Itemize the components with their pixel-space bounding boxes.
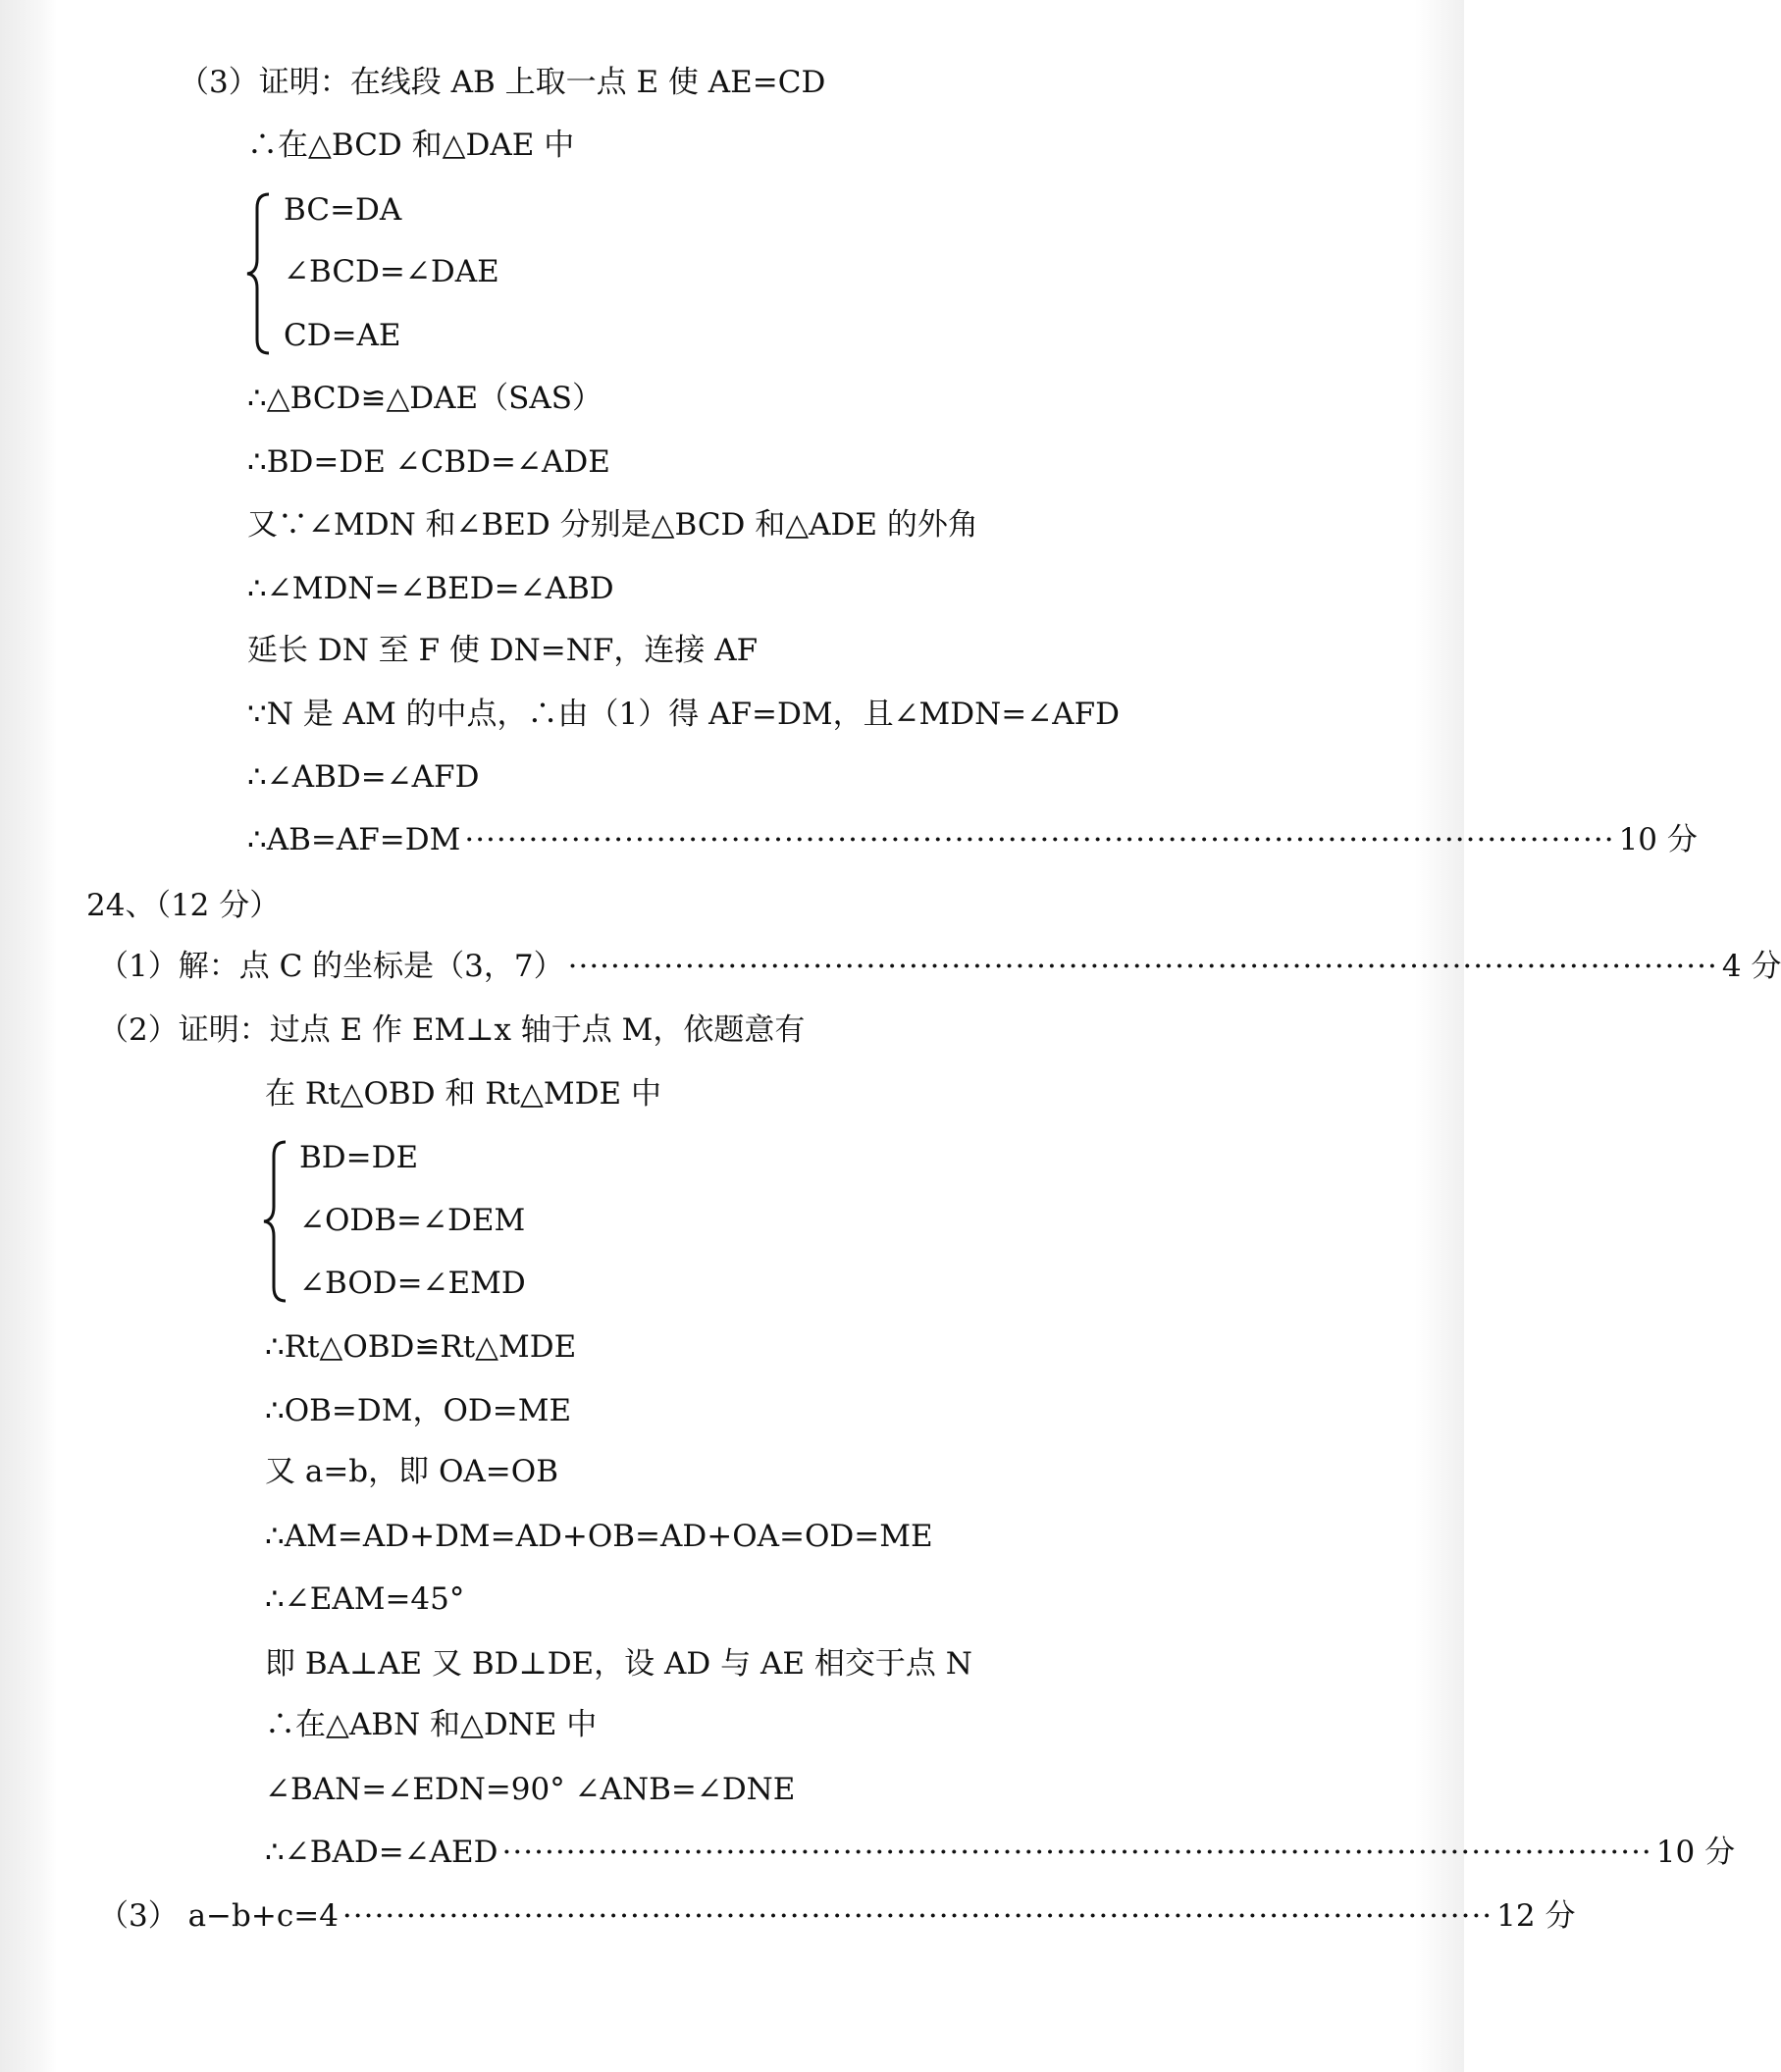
left-brace [243, 190, 273, 357]
q24-part2-heading: （2）证明：过点 E 作 EM⊥x 轴于点 M，依题意有 [98, 1012, 806, 1048]
condition-3: CD=AE [284, 318, 401, 353]
q24-part1 [98, 947, 1781, 986]
q24-part2-line-9: ∠BAN=∠EDN=90° ∠ANB=∠DNE [265, 1772, 796, 1807]
score-mark: 10 分 [1655, 1835, 1736, 1870]
q24-part2-line-8: ∴在△ABN 和△DNE 中 [265, 1707, 598, 1742]
condition-3: ∠BOD=∠EMD [299, 1266, 526, 1301]
score-mark: 4 分 [1721, 949, 1781, 984]
q24-part2-line-6: ∴∠EAM=45° [265, 1581, 465, 1617]
q24-part2-line-10-text: ∴∠BAD=∠AED [265, 1835, 498, 1870]
scan-shadow-right [1415, 0, 1464, 2072]
score-mark: 12 分 [1496, 1898, 1576, 1934]
condition-2: ∠ODB=∠DEM [299, 1203, 526, 1238]
q24-part2-line-7: 即 BA⊥AE 又 BD⊥DE，设 AD 与 AE 相交于点 N [265, 1646, 972, 1682]
q24-part2-line-4: 又 a=b，即 OA=OB [265, 1454, 558, 1489]
leader-dots: ············································································································ [464, 822, 1615, 857]
part3-line-7: ∵N 是 AM 的中点，∴由（1）得 AF=DM，且∠MDN=∠AFD [247, 697, 1120, 732]
left-brace [260, 1138, 289, 1305]
q24-part2-line-2: ∴Rt△OBD≌Rt△MDE [265, 1329, 577, 1365]
q24-part2-line-1: 在 Rt△OBD 和 Rt△MDE 中 [265, 1076, 661, 1112]
part3-heading: （3）证明：在线段 AB 上取一点 E 使 AE=CD [179, 65, 826, 100]
q24-part1-text: （1）解：点 C 的坐标是（3，7） [98, 949, 564, 984]
part3-line-8: ∴∠ABD=∠AFD [247, 759, 480, 795]
part3-line-9 [247, 820, 1698, 859]
q24-part2-line-3: ∴OB=DM，OD=ME [265, 1393, 572, 1428]
q24-title: 24、（12 分） [86, 888, 281, 923]
leader-dots: ············································································································ [341, 1898, 1493, 1934]
scan-shadow-left [0, 0, 57, 2072]
leader-dots: ············································································································ [567, 949, 1718, 984]
part3-line-4: 又∵∠MDN 和∠BED 分别是△BCD 和△ADE 的外角 [247, 507, 978, 543]
q24-part3 [98, 1896, 1576, 1936]
leader-dots: ············································································································ [501, 1835, 1652, 1870]
q24-part2-line-10 [265, 1833, 1736, 1872]
condition-1: BC=DA [284, 192, 402, 228]
part3-line-3: ∴BD=DE ∠CBD=∠ADE [247, 444, 610, 480]
condition-1: BD=DE [299, 1140, 419, 1175]
part3-line-5: ∴∠MDN=∠BED=∠ABD [247, 571, 614, 606]
q24-part3-text: （3） a−b+c=4 [98, 1898, 339, 1934]
part3-line-9-text: ∴AB=AF=DM [247, 822, 461, 857]
condition-2: ∠BCD=∠DAE [284, 254, 499, 289]
part3-line-2: ∴△BCD≌△DAE（SAS） [247, 381, 603, 416]
part3-line-1: ∴在△BCD 和△DAE 中 [247, 128, 575, 163]
part3-line-6: 延长 DN 至 F 使 DN=NF，连接 AF [247, 633, 759, 668]
score-mark: 10 分 [1618, 822, 1698, 857]
q24-part2-line-5: ∴AM=AD+DM=AD+OB=AD+OA=OD=ME [265, 1519, 933, 1554]
